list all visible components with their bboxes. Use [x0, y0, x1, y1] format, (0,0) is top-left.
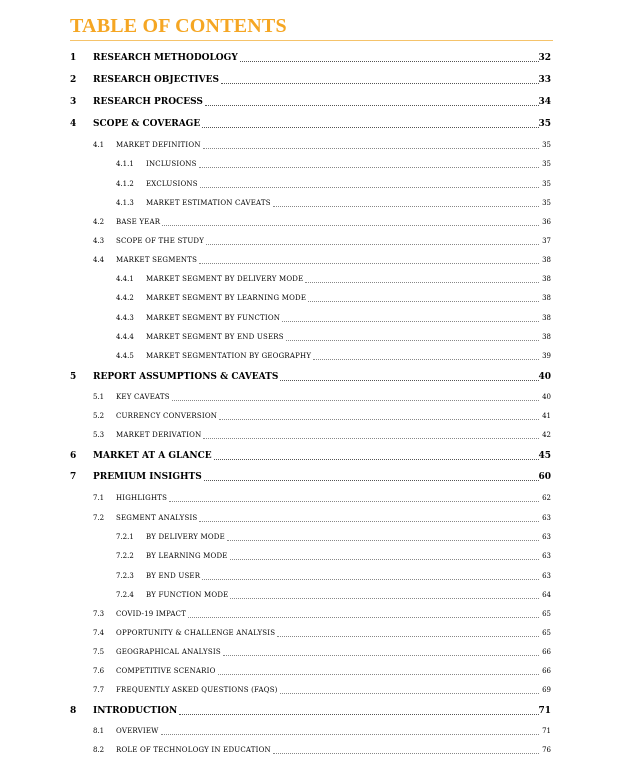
toc-entry-title: BASE YEAR [116, 218, 161, 226]
toc-entry-number: 7.2.2 [116, 552, 134, 560]
toc-entry-number: 7.7 [93, 686, 105, 694]
toc-entry-title: RESEARCH METHODOLOGY [93, 53, 238, 63]
toc-entry[interactable] [0, 95, 617, 109]
toc-entry-page: 71 [542, 727, 551, 735]
toc-entry[interactable] [0, 311, 617, 325]
toc-entry-page: 40 [538, 372, 551, 382]
toc-entry-title: MARKET SEGMENTS [116, 256, 198, 264]
toc-dot-leader [223, 655, 539, 656]
toc-entry-page: 63 [542, 514, 551, 522]
toc-entry-page: 35 [542, 160, 551, 168]
toc-entry-number: 4.2 [93, 218, 105, 226]
toc-dot-leader [202, 579, 539, 580]
toc-entry[interactable] [0, 73, 617, 87]
title-rule [70, 40, 553, 41]
toc-entry-page: 38 [542, 256, 551, 264]
toc-entry[interactable] [0, 390, 617, 404]
toc-entry-number: 7.3 [93, 610, 105, 618]
toc-dot-leader [280, 693, 539, 694]
toc-entry-number: 7.5 [93, 648, 105, 656]
toc-entry-number: 4.1.3 [116, 199, 134, 207]
toc-entry-page: 66 [542, 667, 551, 675]
toc-entry[interactable] [0, 196, 617, 210]
toc-dot-leader [286, 340, 539, 341]
toc-dot-leader [219, 419, 539, 420]
toc-dot-leader [273, 206, 539, 207]
toc-entry[interactable] [0, 704, 617, 718]
toc-dot-leader [280, 380, 539, 381]
toc-entry-page: 63 [542, 572, 551, 580]
toc-entry-page: 63 [542, 533, 551, 541]
toc-entry-number: 4.4.1 [116, 275, 134, 283]
toc-entry[interactable] [0, 470, 617, 484]
toc-dot-leader [169, 501, 539, 502]
toc-dot-leader [199, 521, 539, 522]
toc-dot-leader [282, 321, 539, 322]
toc-entry-title: MARKET SEGMENT BY LEARNING MODE [146, 294, 307, 302]
toc-entry-title: BY LEARNING MODE [146, 552, 228, 560]
toc-entry-title: MARKET DERIVATION [116, 431, 202, 439]
toc-dot-leader [161, 734, 539, 735]
toc-dot-leader [199, 263, 539, 264]
toc-entry[interactable] [0, 724, 617, 738]
toc-entry-page: 38 [542, 314, 551, 322]
toc-entry-title: COMPETITIVE SCENARIO [116, 667, 216, 675]
toc-dot-leader [202, 127, 539, 128]
toc-entry[interactable] [0, 588, 617, 602]
toc-entry-page: 37 [542, 237, 551, 245]
toc-dot-leader [199, 167, 539, 168]
toc-entry-title: SEGMENT ANALYSIS [116, 514, 198, 522]
toc-title: TABLE OF CONTENTS [70, 15, 287, 37]
toc-entry-number: 4.1.1 [116, 160, 134, 168]
toc-entry[interactable] [0, 370, 617, 384]
toc-entry-number: 4.4 [93, 256, 105, 264]
toc-entry-number: 4.4.3 [116, 314, 134, 322]
toc-entry-title: OPPORTUNITY & CHALLENGE ANALYSIS [116, 629, 276, 637]
toc-entry[interactable] [0, 409, 617, 423]
toc-entry-page: 38 [542, 275, 551, 283]
toc-dot-leader [240, 61, 539, 62]
toc-entry-title: MARKET SEGMENTATION BY GEOGRAPHY [146, 352, 312, 360]
toc-entry[interactable] [0, 549, 617, 563]
toc-dot-leader [179, 714, 539, 715]
toc-dot-leader [204, 480, 539, 481]
toc-entry[interactable] [0, 626, 617, 640]
toc-entry[interactable] [0, 330, 617, 344]
toc-entry[interactable] [0, 449, 617, 463]
toc-entry-title: CURRENCY CONVERSION [116, 412, 218, 420]
toc-entry-title: REPORT ASSUMPTIONS & CAVEATS [93, 372, 279, 382]
toc-entry-title: BY END USER [146, 572, 201, 580]
toc-dot-leader [221, 83, 539, 84]
toc-entry-page: 62 [542, 494, 551, 502]
toc-entry-number: 7.2.1 [116, 533, 134, 541]
toc-entry-number: 4.4.5 [116, 352, 134, 360]
toc-entry-title: MARKET SEGMENT BY DELIVERY MODE [146, 275, 304, 283]
toc-dot-leader [206, 244, 539, 245]
toc-dot-leader [203, 438, 539, 439]
toc-entry-number: 7.1 [93, 494, 105, 502]
toc-entry-number: 8 [70, 706, 77, 716]
toc-entry-page: 32 [538, 53, 551, 63]
toc-entry[interactable] [0, 743, 617, 757]
toc-dot-leader [277, 636, 539, 637]
toc-entry-number: 7.6 [93, 667, 105, 675]
toc-entry-number: 7.2 [93, 514, 105, 522]
toc-entry-title: PREMIUM INSIGHTS [93, 472, 202, 482]
toc-entry-page: 69 [542, 686, 551, 694]
toc-entry-title: BY FUNCTION MODE [146, 591, 229, 599]
toc-entry[interactable] [0, 272, 617, 286]
toc-entry-title: ROLE OF TECHNOLOGY IN EDUCATION [116, 746, 271, 754]
toc-entry-title: COVID-19 IMPACT [116, 610, 187, 618]
toc-entry-page: 35 [542, 141, 551, 149]
toc-entry-title: MARKET AT A GLANCE [93, 451, 212, 461]
toc-entry[interactable] [0, 428, 617, 442]
toc-entry-page: 63 [542, 552, 551, 560]
toc-entry-page: 38 [542, 333, 551, 341]
toc-entry[interactable] [0, 569, 617, 583]
toc-entry-page: 35 [538, 119, 551, 129]
toc-entry-number: 2 [70, 75, 77, 85]
toc-entry-number: 7 [70, 472, 77, 482]
toc-dot-leader [305, 282, 539, 283]
toc-entry-number: 3 [70, 97, 77, 107]
toc-entry-number: 5.3 [93, 431, 105, 439]
toc-entry-page: 35 [542, 180, 551, 188]
toc-dot-leader [172, 400, 539, 401]
toc-entry-title: SCOPE OF THE STUDY [116, 237, 205, 245]
toc-entry-page: 33 [538, 75, 551, 85]
toc-entry-number: 1 [70, 53, 77, 63]
toc-entry-page: 65 [542, 610, 551, 618]
toc-entry-number: 5.2 [93, 412, 105, 420]
toc-entry-number: 5.1 [93, 393, 105, 401]
toc-entry-title: GEOGRAPHICAL ANALYSIS [116, 648, 221, 656]
toc-dot-leader [188, 617, 539, 618]
toc-entry-number: 4.3 [93, 237, 105, 245]
toc-entry[interactable] [0, 117, 617, 131]
toc-entry[interactable] [0, 51, 617, 65]
toc-dot-leader [162, 225, 539, 226]
toc-entry-title: EXCLUSIONS [146, 180, 198, 188]
toc-entry-number: 6 [70, 451, 77, 461]
toc-entry-number: 5 [70, 372, 77, 382]
toc-entry-number: 7.2.3 [116, 572, 134, 580]
toc-entry[interactable] [0, 291, 617, 305]
toc-entry-page: 36 [542, 218, 551, 226]
toc-entry-title: OVERVIEW [116, 727, 159, 735]
toc-entry-title: MARKET SEGMENT BY END USERS [146, 333, 284, 341]
toc-entry-title: RESEARCH OBJECTIVES [93, 75, 219, 85]
toc-dot-leader [230, 598, 539, 599]
toc-dot-leader [308, 301, 539, 302]
toc-entry-page: 42 [542, 431, 551, 439]
toc-entry-title: FREQUENTLY ASKED QUESTIONS (FAQS) [116, 686, 278, 694]
toc-entry-number: 8.2 [93, 746, 105, 754]
toc-entry-page: 45 [538, 451, 551, 461]
toc-dot-leader [203, 148, 539, 149]
toc-entry-page: 38 [542, 294, 551, 302]
toc-entry-title: MARKET SEGMENT BY FUNCTION [146, 314, 281, 322]
toc-entry[interactable] [0, 511, 617, 525]
toc-entry-page: 39 [542, 352, 551, 360]
toc-dot-leader [205, 105, 539, 106]
toc-entry-title: MARKET ESTIMATION CAVEATS [146, 199, 271, 207]
toc-entry-number: 4.1.2 [116, 180, 134, 188]
toc-entry-number: 4 [70, 119, 77, 129]
toc-dot-leader [230, 559, 539, 560]
toc-entry-title: BY DELIVERY MODE [146, 533, 225, 541]
toc-entry-title: KEY CAVEATS [116, 393, 170, 401]
toc-entry-number: 4.1 [93, 141, 105, 149]
toc-entry-title: HIGHLIGHTS [116, 494, 168, 502]
toc-entry-title: INCLUSIONS [146, 160, 197, 168]
toc-entry-page: 60 [538, 472, 551, 482]
toc-entry-number: 8.1 [93, 727, 105, 735]
toc-entry[interactable] [0, 253, 617, 267]
toc-dot-leader [200, 187, 539, 188]
toc-entry[interactable] [0, 645, 617, 659]
toc-entry-page: 64 [542, 591, 551, 599]
toc-dot-leader [227, 540, 539, 541]
toc-dot-leader [214, 459, 539, 460]
toc-entry-number: 4.4.4 [116, 333, 134, 341]
toc-entry-page: 40 [542, 393, 551, 401]
toc-entry-page: 34 [538, 97, 551, 107]
toc-entry[interactable] [0, 607, 617, 621]
toc-entry-number: 4.4.2 [116, 294, 134, 302]
toc-entry-page: 76 [542, 746, 551, 754]
toc-entry[interactable] [0, 349, 617, 363]
toc-entry[interactable] [0, 530, 617, 544]
toc-entry-number: 7.4 [93, 629, 105, 637]
toc-entry[interactable] [0, 177, 617, 191]
toc-entry[interactable] [0, 157, 617, 171]
toc-entry-page: 35 [542, 199, 551, 207]
toc-entry[interactable] [0, 138, 617, 152]
toc-entry-number: 7.2.4 [116, 591, 134, 599]
toc-entry-page: 41 [542, 412, 551, 420]
toc-entry-page: 65 [542, 629, 551, 637]
toc-entry[interactable] [0, 664, 617, 678]
toc-entry[interactable] [0, 234, 617, 248]
toc-entry-page: 66 [542, 648, 551, 656]
toc-entry-title: INTRODUCTION [93, 706, 178, 716]
toc-entry-page: 71 [538, 706, 551, 716]
toc-dot-leader [273, 753, 539, 754]
toc-entry-title: MARKET DEFINITION [116, 141, 201, 149]
toc-entry-title: RESEARCH PROCESS [93, 97, 203, 107]
toc-dot-leader [218, 674, 539, 675]
toc-entry[interactable] [0, 215, 617, 229]
toc-entry-title: SCOPE & COVERAGE [93, 119, 201, 129]
toc-entry[interactable] [0, 491, 617, 505]
toc-dot-leader [313, 359, 539, 360]
toc-entry[interactable] [0, 683, 617, 697]
